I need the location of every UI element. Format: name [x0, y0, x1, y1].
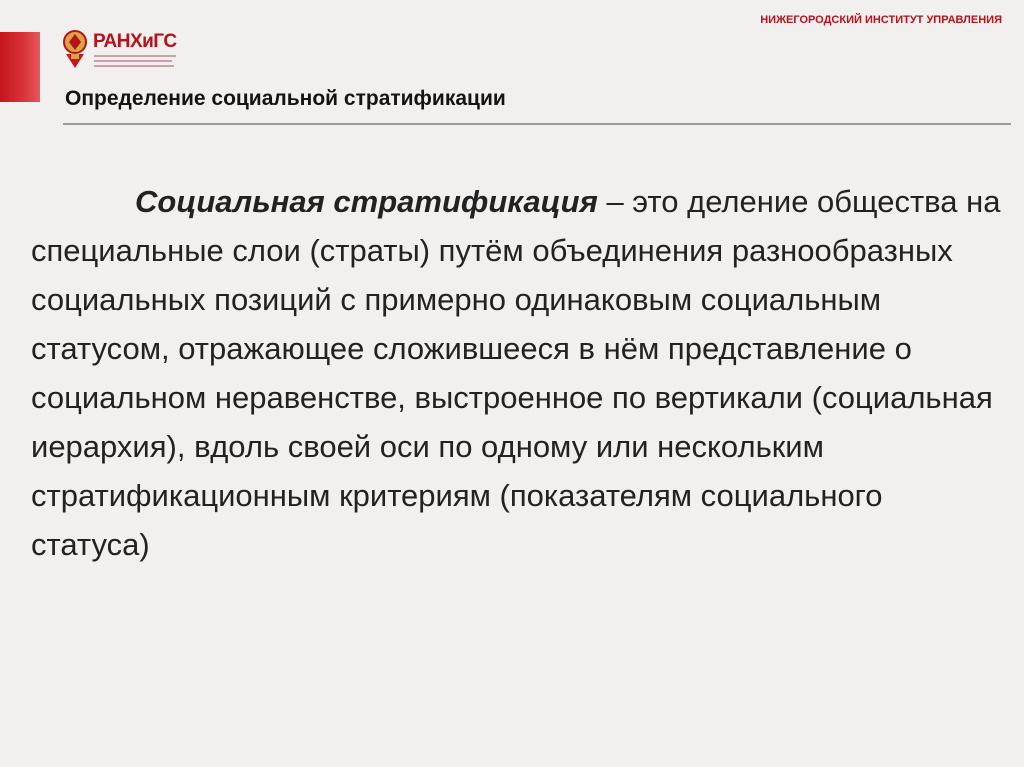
logo-subline	[94, 55, 176, 57]
definition-term: Социальная стратификация	[135, 184, 598, 219]
accent-bar	[0, 32, 40, 102]
emblem-icon	[60, 28, 90, 70]
logo-subline	[94, 60, 172, 62]
title-divider	[63, 123, 1011, 125]
slide-title: Определение социальной стратификации	[65, 87, 506, 110]
logo-subline	[94, 65, 174, 67]
definition-paragraph	[31, 177, 1006, 569]
institute-name: НИЖЕГОРОДСКИЙ ИНСТИТУТ УПРАВЛЕНИЯ	[760, 14, 1002, 26]
ranepa-logo	[60, 28, 180, 72]
logo-text: РАНХиГС	[93, 31, 177, 52]
definition-text: – это деление общества на специальные слои (страты) путём объединения разнообразных социальных позиций с примерно одинаковым социальным статусом, отражающее сложившееся в нём представление о социальном неравенстве, выстроенное по вертикали (социальная иерархия), вдоль своей оси по одному или нескольким стратификационным критериям (показателям социального статуса)	[31, 184, 1001, 562]
